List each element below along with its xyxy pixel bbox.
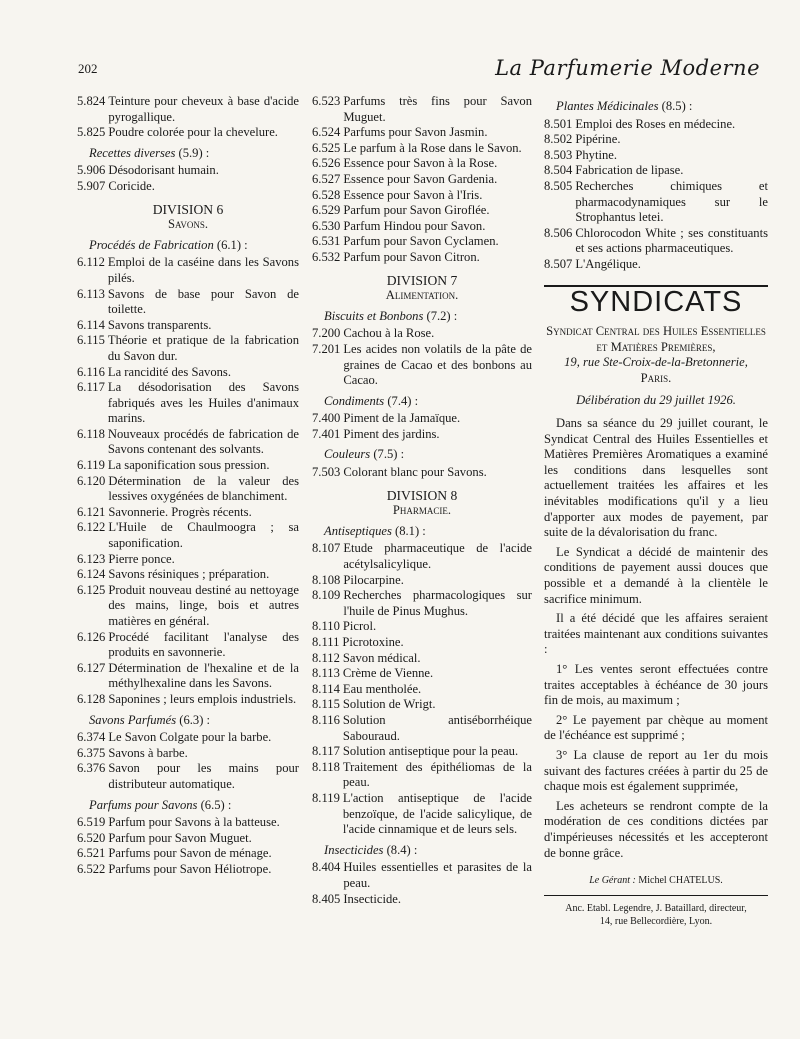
division-heading: DIVISION 8: [386, 487, 458, 503]
rubric-number: (6.5) :: [200, 797, 232, 812]
entry-text: Cachou à la Rose.: [343, 326, 435, 341]
index-entry: [77, 125, 299, 141]
index-entry: [77, 815, 299, 831]
entry-text: Procédé facilitant l'analyse des produits en savonnerie.: [108, 629, 299, 660]
printer-line-1: Anc. Etabl. Legendre, J. Bataillard, directeur,: [565, 902, 747, 914]
entry-text: Essence pour Savon à la Rose.: [343, 156, 498, 171]
entry-text: Théorie et pratique de la fabrication du Savon dur.: [107, 333, 299, 363]
entry-text: Savon pour les mains pour distributeur automatique.: [108, 761, 299, 791]
entry-code: 6.118: [77, 426, 105, 441]
entry-code: 8.112: [312, 650, 340, 665]
division-heading: DIVISION 7: [386, 272, 458, 288]
entry-code: 6.526: [312, 156, 341, 171]
signature-name: Michel CHATELUS.: [638, 875, 723, 887]
entry-code: 8.118: [312, 759, 340, 774]
index-entry: [77, 474, 299, 505]
index-entry: [312, 713, 532, 744]
entry-code: 8.117: [312, 744, 340, 759]
entry-code: 6.121: [77, 504, 106, 519]
rubric-heading: [89, 798, 299, 814]
entry-text: Piment des jardins.: [343, 426, 440, 441]
index-entry: [312, 94, 532, 125]
page-number: 202: [78, 61, 98, 76]
entry-code: 8.506: [544, 225, 573, 240]
entry-text: Coricide.: [108, 178, 155, 193]
entry-text: Parfums pour Savon de ménage.: [108, 846, 272, 861]
syndicate-address: 19, rue Ste-Croix-de-la-Bretonnerie,: [564, 355, 748, 370]
syndicats-heading: SYNDICATS: [569, 285, 743, 318]
index-entry: [544, 132, 768, 148]
rubric-title: Insecticides: [324, 842, 384, 857]
rubric-title: Antiseptiques: [324, 523, 392, 538]
entry-text: La rancidité des Savons.: [107, 364, 231, 379]
entry-code: 6.123: [77, 551, 106, 566]
entry-text: Parfums très fins pour Savon Muguet.: [343, 94, 532, 124]
index-entry: [77, 552, 299, 568]
index-entry: [77, 365, 299, 381]
rubric-heading: [324, 843, 532, 859]
index-entry: [77, 380, 299, 427]
index-entry: [544, 257, 768, 273]
entry-text: Savon médical.: [342, 650, 421, 665]
entry-text: Parfum pour Savon Citron.: [343, 249, 480, 264]
entry-code: 6.112: [77, 255, 105, 270]
entry-text: Picrol.: [342, 619, 377, 634]
entry-code: 6.375: [77, 745, 106, 760]
index-entry: [544, 148, 768, 164]
index-entry: [77, 163, 299, 179]
entry-text: Huiles essentielles et parasites de la peau.: [343, 860, 532, 890]
syndicate-paragraph: 1° Les ventes seront effectuées contre traites acceptables à échéance de 30 jours fin de mois, au maximum ;: [544, 662, 768, 708]
entry-text: Colorant blanc pour Savons.: [343, 465, 487, 480]
index-entry: [77, 567, 299, 583]
entry-code: 8.405: [312, 891, 341, 906]
entry-code: 8.504: [544, 163, 573, 178]
division-subtitle: Alimentation.: [385, 288, 459, 303]
index-entry: [312, 250, 532, 266]
entry-text: Parfum pour Savon Muguet.: [108, 830, 252, 845]
entry-text: Chlorocodon White ; ses constituants et ses actions pharmaceutiques.: [575, 225, 768, 256]
entry-code: 6.524: [312, 125, 341, 140]
entry-code: 6.115: [77, 333, 105, 348]
division-heading: DIVISION 6: [152, 201, 224, 217]
index-entry: [77, 630, 299, 661]
printer-line-2: 14, rue Bellecordière, Lyon.: [599, 915, 713, 927]
index-entry: [312, 666, 532, 682]
entry-text: L'Huile de Chaulmoogra ; sa saponification.: [108, 520, 299, 551]
entry-text: Le parfum à la Rose dans le Savon.: [343, 140, 522, 155]
index-entry: [312, 188, 532, 204]
entry-text: Parfums pour Savon Jasmin.: [343, 125, 488, 140]
rubric-heading: [324, 524, 532, 540]
entry-text: Saponines ; leurs emplois industriels.: [108, 691, 297, 706]
entry-code: 6.126: [77, 629, 106, 644]
entry-text: Produit nouveau destiné au nettoyage des mains, linge, bois et autres matières en général.: [108, 582, 299, 628]
index-entry: [77, 583, 299, 630]
entry-text: Recherches pharmacologiques sur l'huile de Pinus Mughus.: [343, 588, 532, 618]
entry-text: Etude pharmaceutique de l'acide acétylsalicylique.: [343, 541, 532, 572]
index-entry: [544, 179, 768, 226]
index-entry: [312, 619, 532, 635]
entry-text: Recherches chimiques et pharmacodynamiques sur le Strophantus letei.: [575, 178, 768, 225]
entry-text: Parfums pour Savon Héliotrope.: [108, 861, 272, 876]
syndicate-city: Paris.: [640, 370, 672, 385]
index-entry: [312, 219, 532, 235]
entry-code: 5.907: [77, 178, 106, 193]
index-entry: [77, 661, 299, 692]
index-entry: [77, 427, 299, 458]
entry-code: 8.107: [312, 541, 341, 556]
entry-text: Pipérine.: [575, 132, 621, 147]
index-entry: [312, 635, 532, 651]
syndicate-paragraph: Dans sa séance du 29 juillet courant, le Syndicat Central des Huiles Essentielles et Matières Premières Aromatiques a examiné les conditions dans lesquelles sont actuellement traitées les affaires et les inévitables modifications qu'il y a lieu d'apporter aux modes de payement, par suite de la dévalorisation du franc.: [544, 416, 768, 540]
entry-code: 5.824: [77, 94, 106, 108]
rubric-title: Procédés de Fabrication: [89, 237, 214, 252]
entry-code: 7.200: [312, 326, 341, 341]
entry-code: 8.119: [312, 790, 340, 805]
syndicate-paragraph: 3° La clause de report au 1er du mois suivant des factures créées à partir du 25 de chaque mois est également supprimée,: [544, 747, 768, 794]
entry-code: 6.529: [312, 203, 341, 218]
rubric-heading: [89, 713, 299, 729]
syndicate-paragraph: Les acheteurs se rendront compte de la modération de ces conditions dictées par d'impérieuses nécessités et les accepteront de bonne grâce.: [544, 798, 768, 860]
entry-code: 6.125: [77, 582, 106, 597]
entry-code: 8.116: [312, 712, 340, 727]
index-entry: [312, 651, 532, 667]
entry-code: 6.127: [77, 660, 106, 675]
entry-code: 8.503: [544, 147, 573, 162]
index-entry: [312, 697, 532, 713]
entry-code: 7.400: [312, 411, 341, 426]
rubric-number: (8.1) :: [395, 523, 426, 538]
syndicate-paragraph: Il a été décidé que les affaires seraient traitées maintenant aux conditions suivantes :: [544, 611, 768, 657]
index-entry: [312, 342, 532, 389]
entry-text: Le Savon Colgate pour la barbe.: [108, 730, 272, 745]
index-entry: [77, 862, 299, 878]
entry-code: 6.520: [77, 830, 106, 845]
entry-text: Nouveaux procédés de fabrication de Savons contenant des solvants.: [107, 426, 299, 457]
entry-code: 8.113: [312, 666, 340, 681]
entry-text: Fabrication de lipase.: [575, 163, 684, 178]
entry-text: Savons résiniques ; préparation.: [108, 567, 270, 582]
entry-text: Désodorisant humain.: [108, 163, 219, 178]
rubric-title: Plantes Médicinales: [556, 99, 659, 113]
thin-rule: [544, 895, 768, 896]
index-entry: [312, 326, 532, 342]
entry-code: 6.522: [77, 861, 106, 876]
entry-text: Eau mentholée.: [342, 681, 422, 696]
index-entry: [312, 760, 532, 791]
entry-code: 7.401: [312, 426, 341, 441]
index-entry: [312, 573, 532, 589]
entry-text: Phytine.: [575, 147, 617, 162]
entry-code: 5.825: [77, 125, 106, 140]
entry-code: 6.117: [77, 380, 105, 395]
index-entry: [312, 156, 532, 172]
entry-text: Insecticide.: [343, 891, 402, 906]
entry-code: 7.201: [312, 341, 341, 356]
rubric-number: (8.5) :: [661, 99, 693, 113]
entry-code: 6.114: [77, 317, 105, 332]
index-entry: [312, 892, 532, 908]
entry-code: 6.116: [77, 364, 105, 379]
entry-text: Parfum pour Savon Cyclamen.: [343, 234, 499, 249]
index-entry: [312, 203, 532, 219]
index-entry: [312, 172, 532, 188]
index-entry: [312, 791, 532, 838]
entry-text: Teinture pour cheveux à base d'acide pyrogallique.: [108, 94, 299, 124]
index-entry: [77, 179, 299, 195]
index-entry: [544, 163, 768, 179]
entry-text: Détermination de l'hexaline et de la méthylhexaline dans les Savons.: [108, 660, 299, 691]
entry-code: 5.906: [77, 163, 106, 178]
entry-code: 8.108: [312, 572, 341, 587]
index-entry: [77, 520, 299, 551]
entry-text: Traitement des épithéliomas de la peau.: [342, 759, 532, 790]
index-entry: [312, 860, 532, 891]
entry-code: 6.528: [312, 187, 341, 202]
entry-text: Picrotoxine.: [342, 635, 404, 649]
index-entry: [77, 94, 299, 125]
entry-text: Essence pour Savon Gardenia.: [343, 171, 498, 186]
rubric-number: (8.4) :: [386, 842, 418, 857]
entry-text: Solution de Wrigt.: [342, 697, 436, 712]
entry-text: Savons de base pour Savon de toilette.: [107, 286, 299, 317]
rubric-title: Couleurs: [324, 447, 371, 462]
index-entry: [312, 588, 532, 619]
index-entry: [77, 255, 299, 286]
entry-text: L'Angélique.: [575, 256, 641, 271]
index-entry: [77, 761, 299, 792]
entry-code: 6.531: [312, 234, 341, 249]
entry-text: L'action antiseptique de l'acide benzoïque, de l'acide salicylique, de l'acide cinnamique et de leurs sels.: [342, 790, 532, 837]
entry-text: Pilocarpine.: [343, 572, 404, 587]
rubric-number: (6.3) :: [179, 712, 211, 727]
index-entry: [312, 234, 532, 250]
running-title: La Parfumerie Moderne: [495, 56, 760, 80]
index-entry: [77, 318, 299, 334]
entry-text: Pierre ponce.: [108, 551, 175, 566]
entry-text: La saponification sous pression.: [107, 458, 270, 473]
signature: [544, 873, 768, 889]
syndicate-name: Syndicat Central des Huiles Essentielles et Matières Premières,: [546, 324, 766, 354]
entry-text: Parfum Hindou pour Savon.: [343, 218, 486, 233]
index-entry: [312, 744, 532, 760]
rubric-number: (7.4) :: [387, 393, 419, 408]
printer-info: [544, 902, 768, 928]
entry-text: Emploi des Roses en médecine.: [575, 116, 736, 131]
rubric-title: Recettes diverses: [89, 145, 176, 160]
entry-code: 8.114: [312, 681, 340, 696]
signature-label: Le Gérant :: [589, 875, 636, 887]
rubric-title: Condiments: [324, 393, 385, 408]
entry-text: Crème de Vienne.: [342, 666, 434, 681]
rubric-heading: [89, 146, 299, 162]
entry-code: 6.530: [312, 218, 341, 233]
rubric-number: (6.1) :: [216, 237, 248, 252]
entry-code: 6.376: [77, 761, 106, 776]
index-entry: [544, 117, 768, 133]
entry-code: 8.501: [544, 116, 573, 131]
index-entry: [77, 730, 299, 746]
rubric-number: (5.9) :: [178, 145, 210, 160]
index-entry: [77, 458, 299, 474]
entry-code: 8.115: [312, 697, 340, 712]
column-2: [312, 94, 532, 907]
entry-text: La désodorisation des Savons fabriqués aves les Huiles d'animaux marins.: [107, 380, 299, 426]
entry-code: 6.519: [77, 815, 106, 830]
index-entry: [77, 831, 299, 847]
column-3: [544, 94, 768, 928]
division-subtitle: Pharmacie.: [392, 503, 452, 518]
index-entry: [77, 333, 299, 364]
entry-text: Poudre colorée pour la chevelure.: [108, 125, 278, 140]
index-entry: [77, 746, 299, 762]
index-entry: [312, 465, 532, 481]
column-1: [77, 94, 299, 878]
rubric-title: Savons Parfumés: [89, 712, 177, 727]
rubric-heading: [89, 238, 299, 254]
rubric-heading: [324, 309, 532, 325]
index-entry: [77, 692, 299, 708]
rubric-title: Biscuits et Bonbons: [324, 308, 424, 323]
rubric-heading: [556, 99, 768, 115]
entry-code: 8.502: [544, 132, 573, 147]
entry-code: 8.505: [544, 178, 573, 193]
index-entry: [312, 125, 532, 141]
entry-code: 6.525: [312, 140, 341, 155]
entry-text: Essence pour Savon à l'Iris.: [343, 187, 483, 202]
entry-text: Solution antiseptique pour la peau.: [342, 744, 519, 759]
entry-text: Solution antiséborrhéique Sabouraud.: [342, 712, 532, 743]
entry-code: 6.120: [77, 473, 106, 488]
entry-code: 8.110: [312, 619, 340, 634]
entry-code: 6.124: [77, 567, 106, 582]
index-entry: [312, 427, 532, 443]
division-subtitle: Savons.: [168, 217, 208, 232]
entry-code: 6.527: [312, 171, 341, 186]
entry-code: 8.109: [312, 588, 341, 603]
entry-text: Emploi de la caséine dans les Savons pilés.: [107, 255, 299, 285]
rubric-number: (7.2) :: [426, 308, 458, 323]
entry-code: 8.111: [312, 635, 340, 649]
index-entry: [312, 141, 532, 157]
entry-code: 6.521: [77, 846, 106, 861]
index-entry: [77, 846, 299, 862]
entry-text: Parfum pour Savon Giroflée.: [343, 203, 490, 218]
entry-code: 6.119: [77, 458, 105, 473]
entry-text: Piment de la Jamaïque.: [343, 411, 461, 426]
rubric-title: Parfums pour Savons: [89, 797, 198, 812]
index-entry: [312, 682, 532, 698]
syndicate-header: [544, 324, 768, 386]
entry-code: 6.113: [77, 286, 105, 301]
entry-code: 6.128: [77, 691, 106, 706]
index-entry: [77, 505, 299, 521]
syndicate-paragraph: 2° Le payement par chèque au moment de l'échéance est supprimé ;: [544, 712, 768, 743]
entry-text: Parfum pour Savons à la batteuse.: [108, 815, 280, 830]
deliberation-title: Délibération du 29 juillet 1926.: [576, 392, 736, 407]
entry-code: 7.503: [312, 465, 341, 480]
entry-text: Savonnerie. Progrès récents.: [108, 504, 252, 519]
entry-code: 8.507: [544, 256, 573, 271]
entry-text: Les acides non volatils de la pâte de graines de Cacao et des bonbons au Cacao.: [343, 341, 532, 388]
index-entry: [77, 287, 299, 318]
entry-code: 6.122: [77, 520, 106, 535]
entry-text: Savons transparents.: [107, 317, 212, 332]
rubric-number: (7.5) :: [373, 447, 405, 462]
entry-text: Détermination de la valeur des lessives oxygénées de blanchiment.: [108, 473, 299, 504]
entry-code: 6.532: [312, 249, 341, 264]
syndicate-paragraph: Le Syndicat a décidé de maintenir des conditions de payement aussi douces que possible et a demandé à la clientèle le sacrifice minimum.: [544, 544, 768, 606]
rubric-heading: [324, 447, 532, 463]
rubric-heading: [324, 394, 532, 410]
index-entry: [544, 226, 768, 257]
index-entry: [312, 541, 532, 572]
entry-text: Savons à barbe.: [108, 745, 188, 760]
entry-code: 6.374: [77, 730, 106, 745]
index-entry: [312, 411, 532, 427]
entry-code: 8.404: [312, 860, 341, 875]
entry-code: 6.523: [312, 94, 341, 108]
